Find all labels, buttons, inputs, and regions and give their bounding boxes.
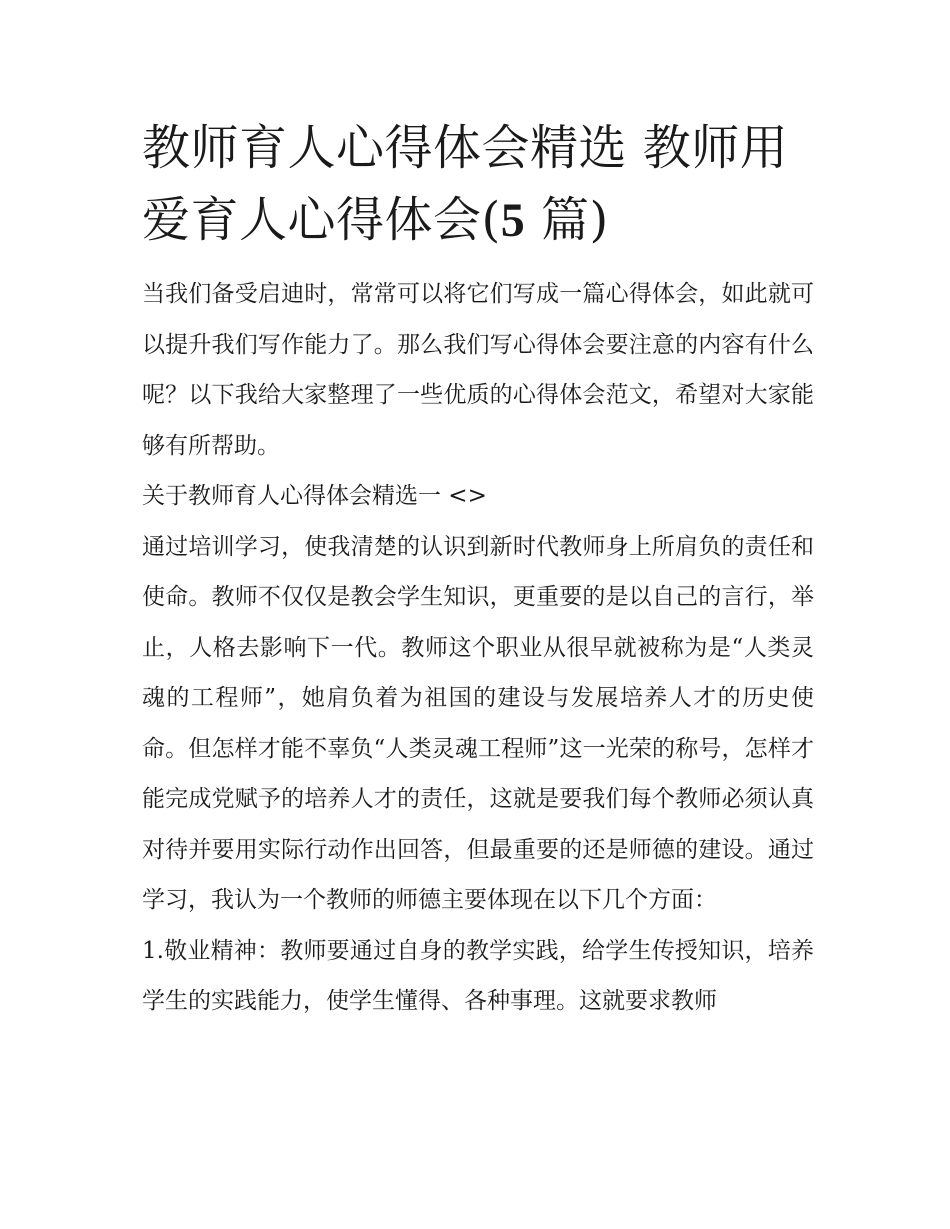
title-number: 5 xyxy=(500,194,526,247)
document-title xyxy=(142,112,814,257)
title-text-part1: 教师育人心得体会精选 教师用爱育人心得体会( xyxy=(142,120,789,248)
list-item-paragraph: 1.敬业精神：教师要通过自身的教学实践，给学生传授知识，培养学生的实践能力，使学生懂得、各种事理。这就要求教师 xyxy=(142,937,814,1014)
intro-paragraph: 当我们备受启迪时，常常可以将它们写成一篇心得体会，如此就可以提升我们写作能力了。那么我们写心得体会要注意的内容有什么呢？以下我给大家整理了一些优质的心得体会范文，希望对大家能够有所帮助。 xyxy=(142,281,814,459)
document-page xyxy=(142,112,814,1027)
body-paragraph: 通过培训学习，使我清楚的认识到新时代教师身上所肩负的责任和使命。教师不仅仅是教会学生知识，更重要的是以自己的言行，举止，人格去影响下一代。教师这个职业从很早就被称为是“人类灵魂的工程师”，她肩负着为祖国的建设与发展培养人才的历史使命。但怎样才能不辜负“人类灵魂工程师”这一光荣的称号，怎样才能完成党赋予的培养人才的责任，这就是要我们每个教师必须认真对待并要用实际行动作出回答，但最重要的还是师德的建设。通过学习，我认为一个教师的师德主要体现在以下几个方面： xyxy=(142,533,814,913)
title-text-part2: 篇) xyxy=(525,192,609,248)
document-body xyxy=(142,269,814,1027)
section-heading: 关于教师育人心得体会精选一 <> xyxy=(142,483,487,509)
